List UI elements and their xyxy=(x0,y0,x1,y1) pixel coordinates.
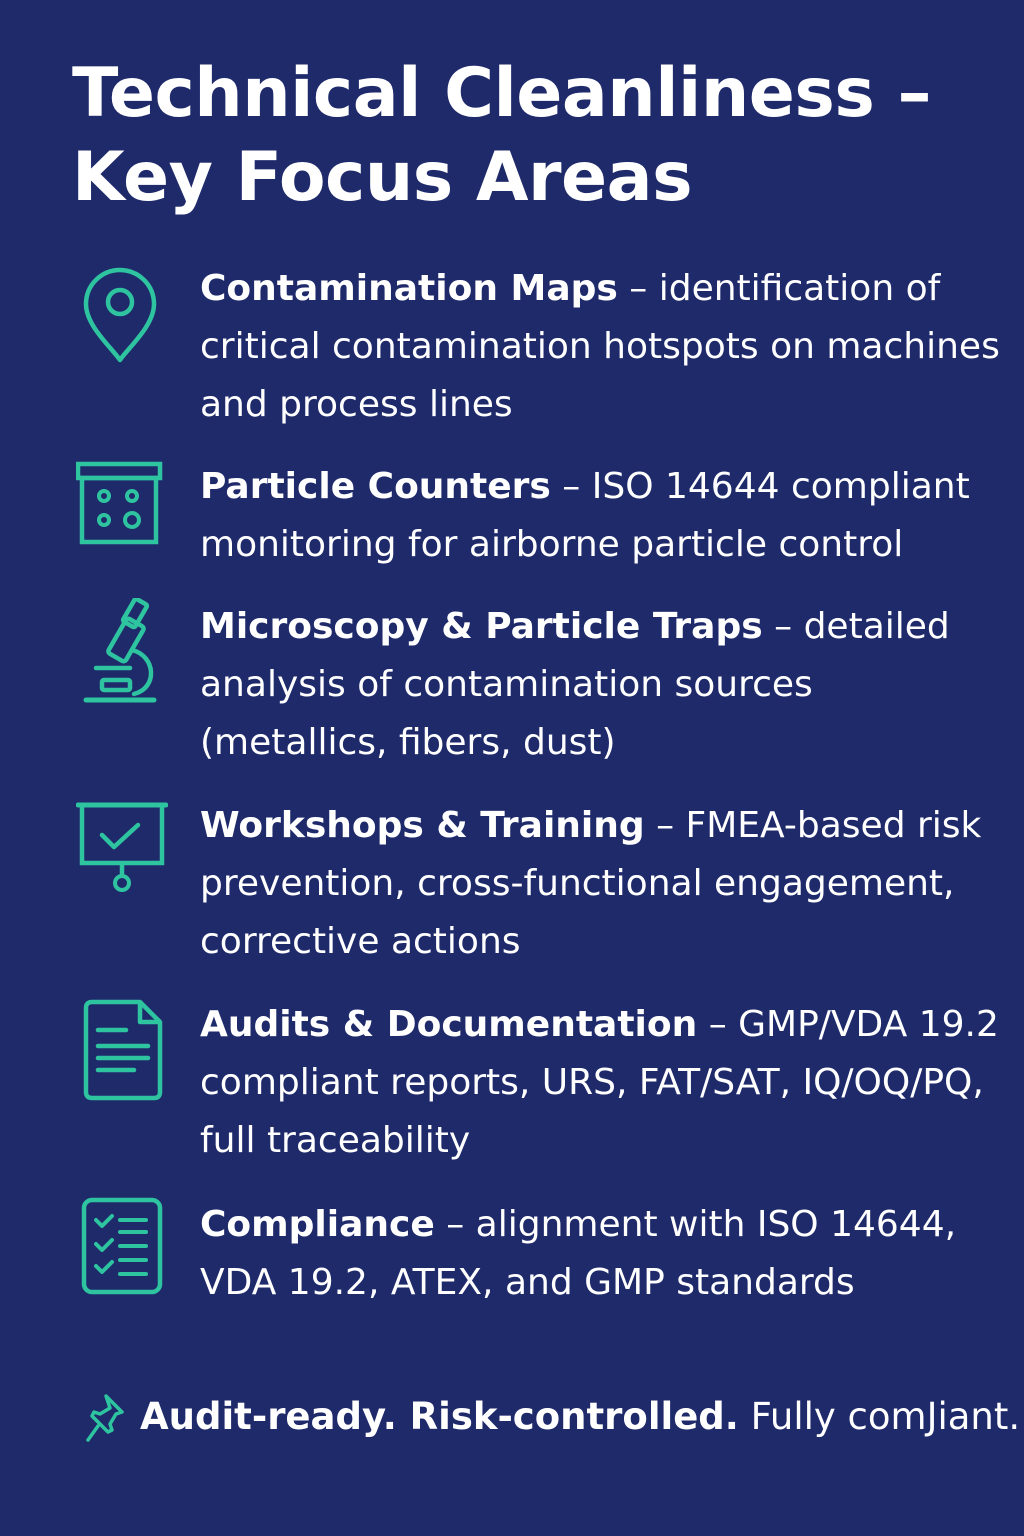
focus-item-description: – FMEA-based risk prevention, cross-functional engagement, corrective actions xyxy=(200,805,982,962)
focus-item-text xyxy=(200,1196,1010,1312)
focus-item-text xyxy=(200,598,1010,772)
footer-bold-text: Audit-ready. Risk-controlled. xyxy=(140,1395,739,1438)
focus-item-description: – GMP/VDA 19.2 compliant reports, URS, FAT/SAT, IQ/OQ/PQ, full traceability xyxy=(200,1004,999,1161)
footer-regular-text: Fully comJiant. xyxy=(738,1395,1021,1438)
focus-item-heading: Microscopy & Particle Traps xyxy=(200,606,763,647)
checklist-icon xyxy=(76,1196,168,1296)
focus-item-text xyxy=(200,458,1010,574)
focus-item-heading: Workshops & Training xyxy=(200,805,645,846)
microscope-icon xyxy=(76,598,168,698)
title-line-2: Key Focus Areas xyxy=(72,138,693,217)
focus-item-heading: Compliance xyxy=(200,1204,435,1245)
footer-tagline xyxy=(84,1390,1021,1450)
focus-item-text xyxy=(200,996,1010,1170)
focus-item-description: – detailed analysis of contamination sources (metallics, fibers, dust) xyxy=(200,606,950,763)
map-pin-icon xyxy=(76,260,168,360)
footer-text xyxy=(140,1390,1020,1444)
focus-item-heading: Particle Counters xyxy=(200,466,551,507)
document-icon xyxy=(76,996,168,1096)
focus-item-text xyxy=(200,260,1010,434)
focus-item-text xyxy=(200,797,1010,971)
particle-counter-icon xyxy=(76,458,168,558)
focus-item-heading: Audits & Documentation xyxy=(200,1004,698,1045)
pushpin-icon xyxy=(84,1390,132,1448)
page-title xyxy=(72,52,972,220)
title-line-1: Technical Cleanliness – xyxy=(72,54,931,133)
focus-item-description: – identification of critical contamination hotspots on machines and process lines xyxy=(200,268,1000,425)
presentation-board-icon xyxy=(76,797,168,897)
focus-item-heading: Contamination Maps xyxy=(200,268,618,309)
focus-item-description: – ISO 14644 compliant monitoring for airborne particle control xyxy=(200,466,970,565)
focus-item-description: – alignment with ISO 14644, VDA 19.2, ATEX, and GMP standards xyxy=(200,1204,957,1303)
